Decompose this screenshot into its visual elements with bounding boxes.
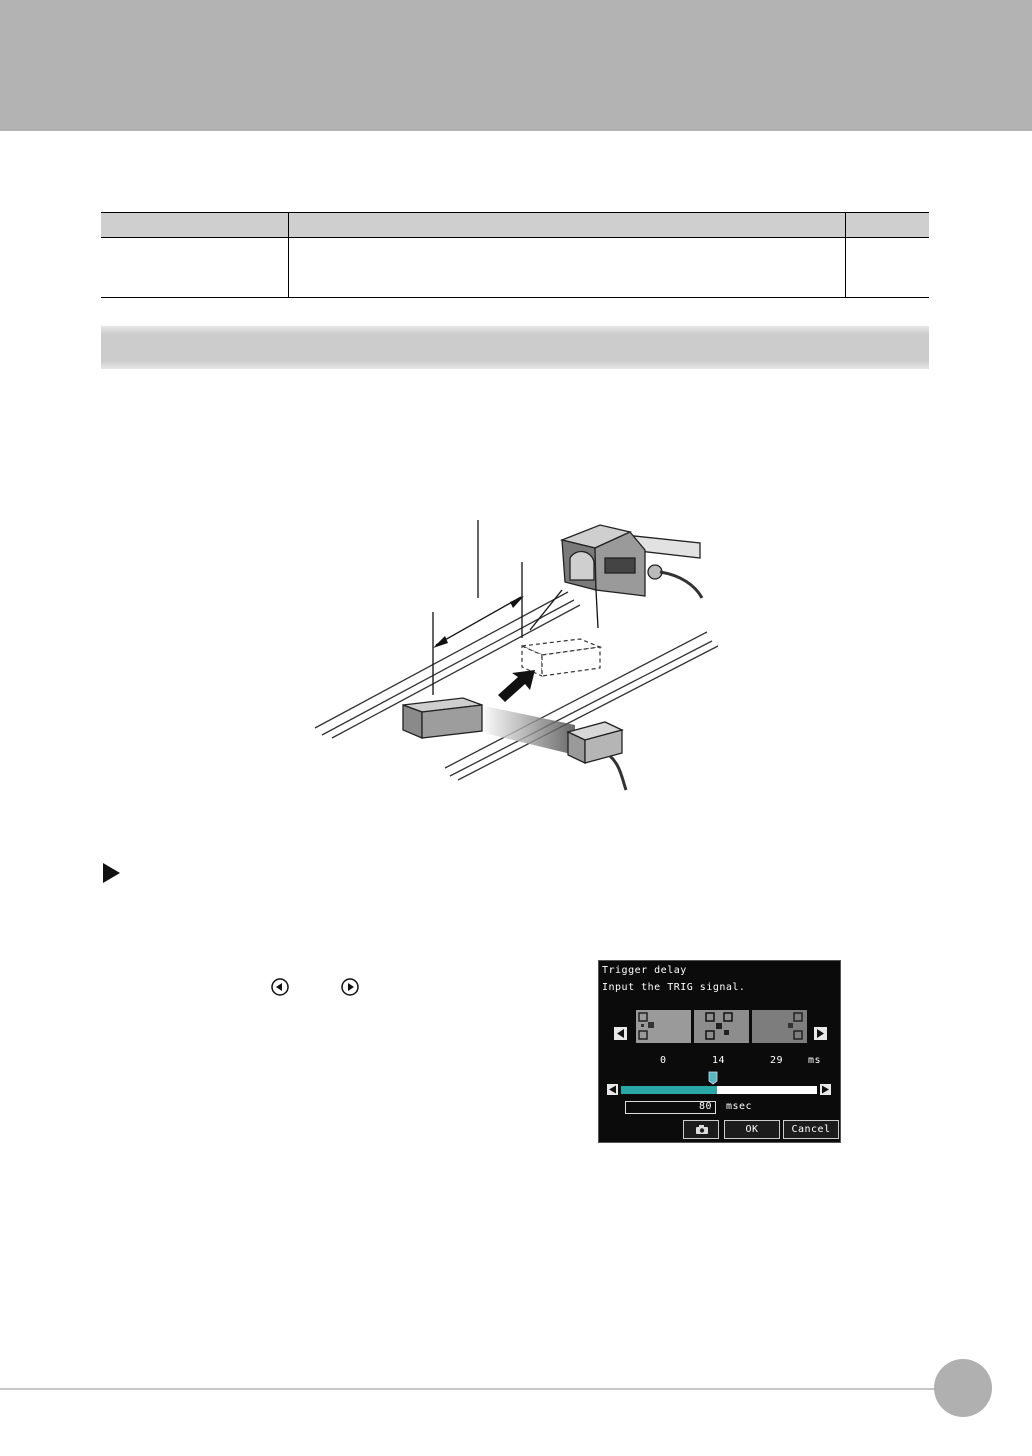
delay-value-input[interactable] — [625, 1101, 716, 1114]
slider-decrease-button[interactable] — [607, 1084, 618, 1095]
spec-table-divider-2 — [845, 212, 846, 298]
movement-arrow — [498, 670, 535, 702]
slider-increase-button[interactable] — [820, 1084, 831, 1095]
delay-value-unit: msec — [726, 1101, 753, 1112]
delay-value: 80 — [698, 1101, 712, 1112]
right-arrow-icon — [814, 1027, 827, 1040]
spec-table-header — [101, 212, 929, 238]
code-reader — [562, 525, 702, 598]
circle-right-arrow-icon — [341, 978, 359, 996]
slider-marker-icon — [708, 1071, 718, 1085]
image-thumbnail-1[interactable] — [636, 1010, 691, 1043]
photo-sensor — [568, 722, 626, 790]
qr-code-icon — [752, 1010, 807, 1043]
cancel-button-label: Cancel — [791, 1124, 831, 1135]
page-number-badge — [934, 1359, 992, 1417]
sensor-beam — [480, 705, 575, 755]
screen-title: Trigger delay — [602, 965, 687, 976]
triangle-marker-icon — [103, 863, 120, 883]
page-header-band — [0, 0, 1032, 131]
left-arrow-icon — [614, 1027, 627, 1040]
slider-fill — [621, 1086, 717, 1094]
delay-slider[interactable] — [621, 1086, 817, 1094]
ok-button[interactable] — [724, 1120, 780, 1139]
trigger-delay-diagram — [300, 510, 730, 800]
next-image-button[interactable] — [814, 1027, 827, 1040]
left-arrow-icon — [607, 1084, 618, 1095]
scale-label-0: 0 — [660, 1055, 667, 1066]
trigger-delay-screen — [598, 960, 841, 1143]
image-thumbnail-3[interactable] — [752, 1010, 807, 1043]
scale-unit: ms — [808, 1055, 822, 1066]
section-heading-band — [101, 326, 929, 369]
camera-icon — [695, 1124, 709, 1135]
scale-label-2: 29 — [770, 1055, 784, 1066]
screen-instruction: Input the TRIG signal. — [602, 982, 746, 993]
ok-button-label: OK — [745, 1124, 759, 1135]
right-arrow-icon — [820, 1084, 831, 1095]
spec-table-bottom-rule — [101, 297, 929, 298]
cancel-button[interactable] — [783, 1120, 839, 1139]
scale-label-1: 14 — [712, 1055, 726, 1066]
spec-table — [101, 212, 929, 298]
image-thumbnail-2[interactable] — [694, 1010, 749, 1043]
footer-rule — [0, 1388, 940, 1390]
workpiece-box — [403, 698, 482, 738]
dimension-arrow-left — [433, 636, 448, 648]
circle-left-arrow-icon — [271, 978, 289, 996]
qr-code-icon — [636, 1010, 691, 1043]
prev-image-button[interactable] — [614, 1027, 627, 1040]
capture-button[interactable] — [683, 1120, 719, 1139]
qr-code-icon — [694, 1010, 749, 1043]
spec-table-divider-1 — [288, 212, 289, 298]
